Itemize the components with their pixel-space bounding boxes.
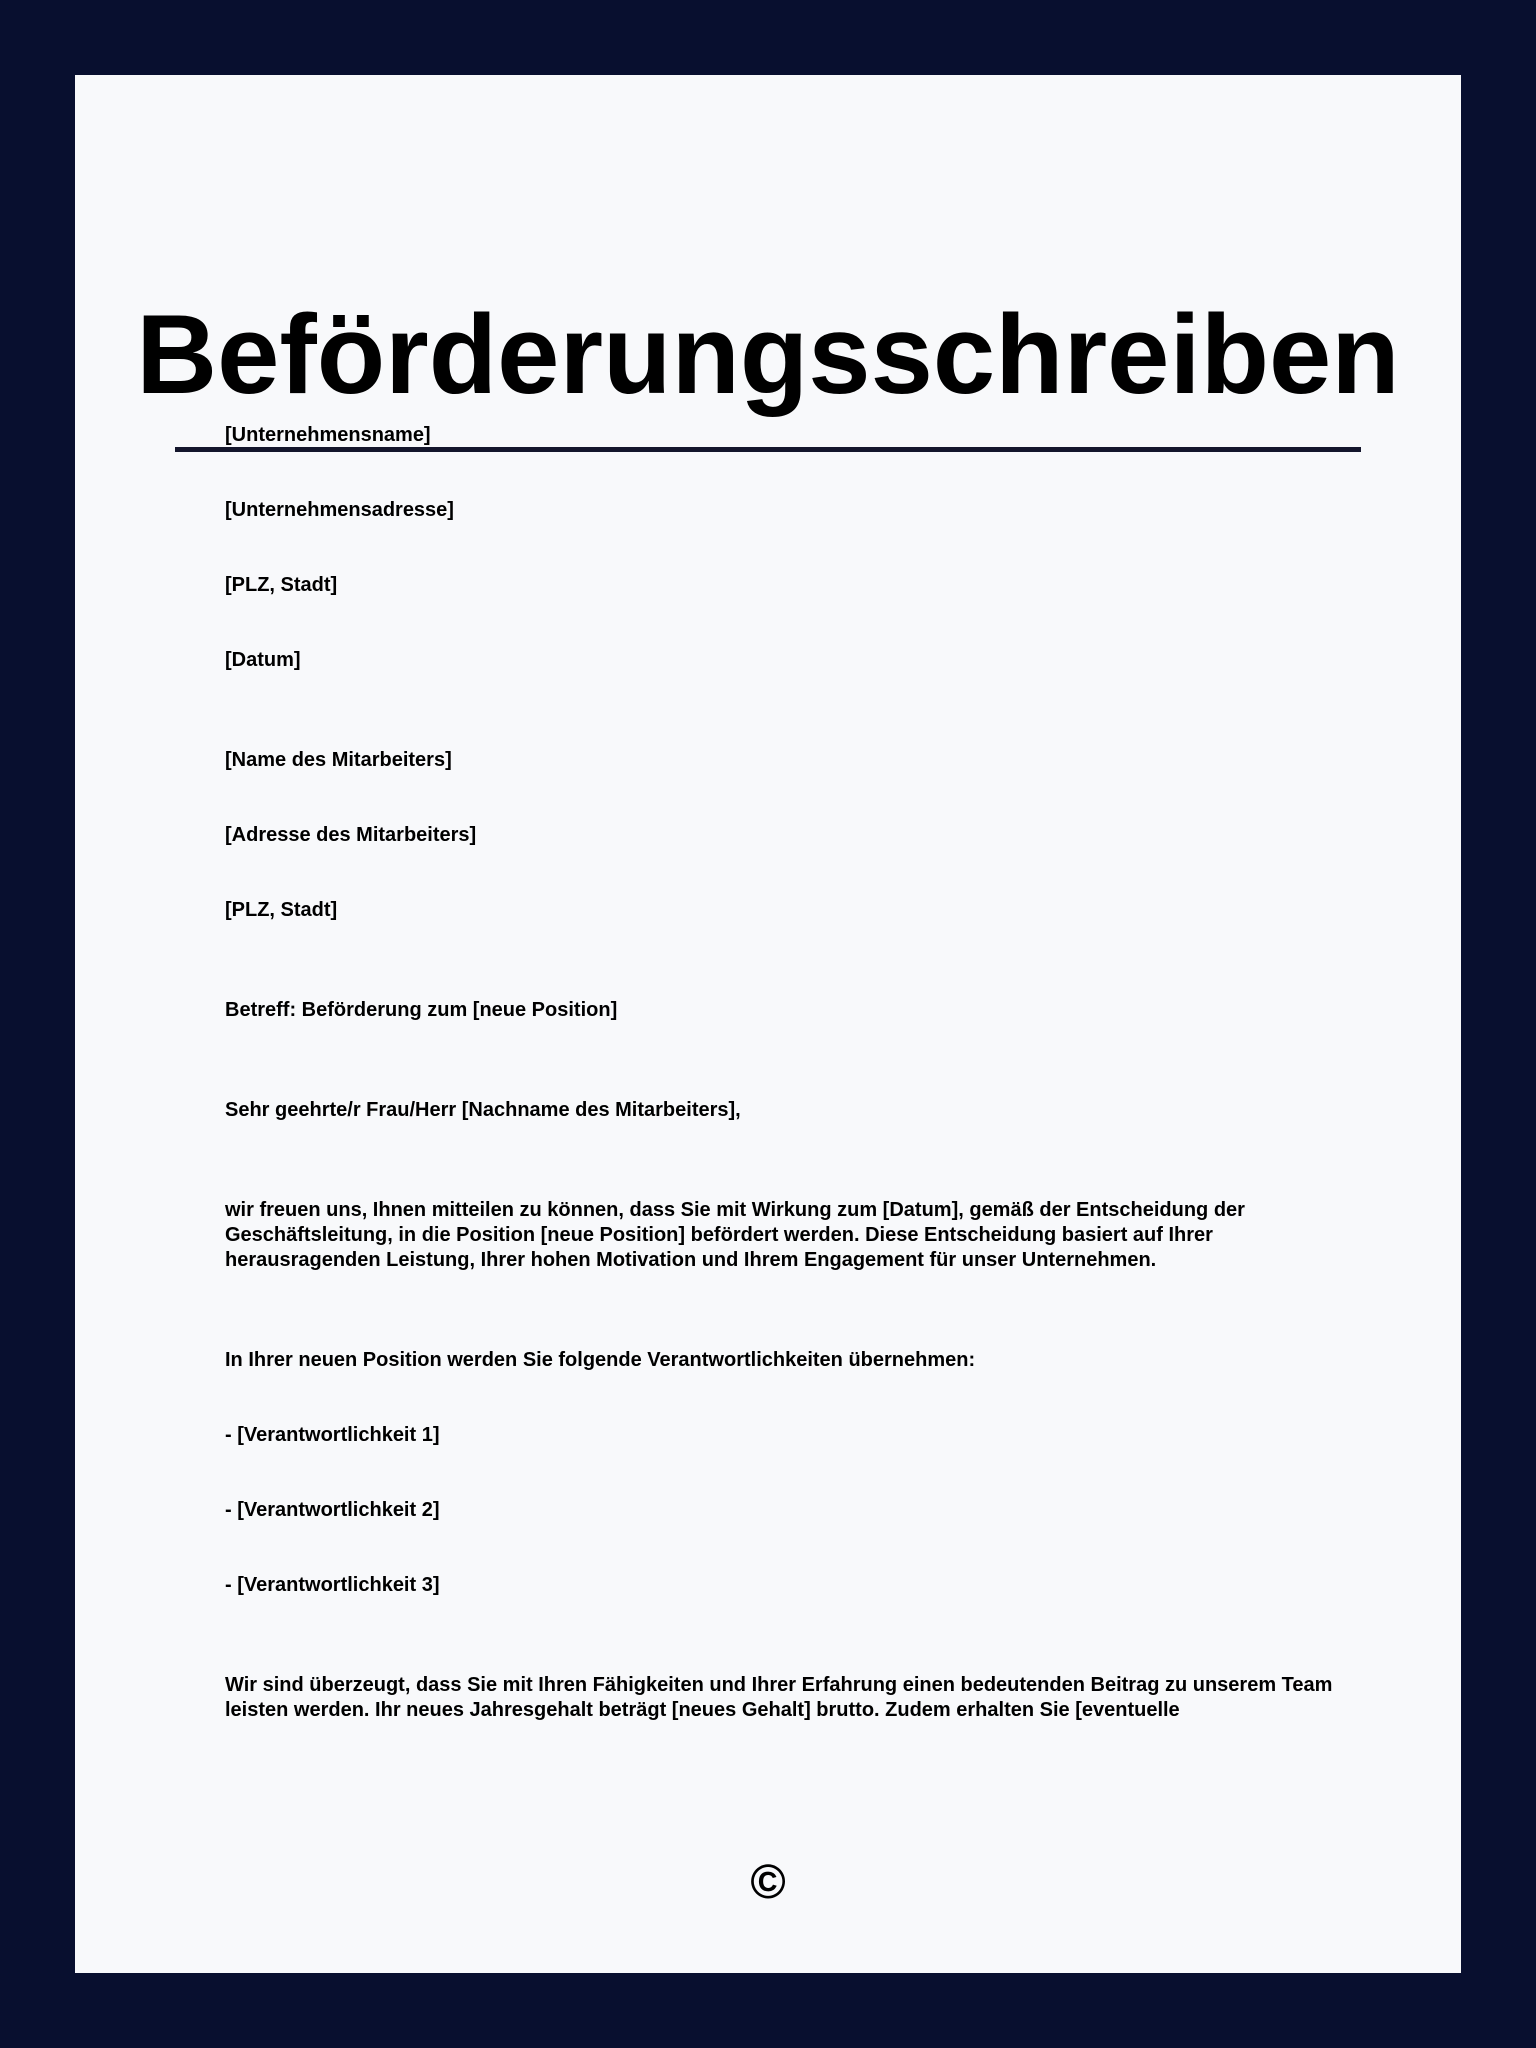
sender-company-address: [Unternehmensadresse] — [225, 499, 454, 521]
responsibility-item: - [Verantwortlichkeit 3] — [225, 1574, 440, 1596]
responsibility-item: - [Verantwortlichkeit 2] — [225, 1499, 440, 1521]
document-title: Beförderungsschreiben — [136, 292, 1400, 417]
closing-line: leisten werden. Ihr neues Jahresgehalt beträgt [neues Gehalt] brutto. Zudem erhalten Sie [eventuelle — [225, 1699, 1180, 1721]
document-page — [75, 75, 1461, 1973]
intro-line: wir freuen uns, Ihnen mitteilen zu können, dass Sie mit Wirkung zum [Datum], gemäß der Entscheidung der — [225, 1199, 1245, 1221]
recipient-zip-city: [PLZ, Stadt] — [225, 899, 338, 921]
recipient-name: [Name des Mitarbeiters] — [225, 749, 452, 771]
responsibility-item: - [Verantwortlichkeit 1] — [225, 1424, 440, 1446]
copyright-icon: © — [750, 1856, 786, 1909]
closing-paragraph — [225, 1673, 1365, 1723]
intro-line: Geschäftsleitung, in die Position [neue Position] befördert werden. Diese Entscheidung basiert auf Ihrer — [225, 1224, 1213, 1246]
responsibilities-intro: In Ihrer neuen Position werden Sie folgende Verantwortlichkeiten übernehmen: — [225, 1349, 976, 1371]
closing-line: Wir sind überzeugt, dass Sie mit Ihren Fähigkeiten und Ihrer Erfahrung einen bedeutenden Beitrag zu unserem Team — [225, 1674, 1333, 1696]
intro-paragraph — [225, 1198, 1365, 1273]
sender-company-name: [Unternehmensname] — [225, 424, 431, 446]
recipient-address: [Adresse des Mitarbeiters] — [225, 824, 477, 846]
salutation: Sehr geehrte/r Frau/Herr [Nachname des Mitarbeiters], — [225, 1099, 741, 1121]
subject-line: Betreff: Beförderung zum [neue Position] — [225, 999, 618, 1021]
intro-line: herausragenden Leistung, Ihrer hohen Motivation und Ihrem Engagement für unser Unternehmen. — [225, 1249, 1157, 1271]
sender-zip-city: [PLZ, Stadt] — [225, 574, 338, 596]
letter-date: [Datum] — [225, 649, 301, 671]
